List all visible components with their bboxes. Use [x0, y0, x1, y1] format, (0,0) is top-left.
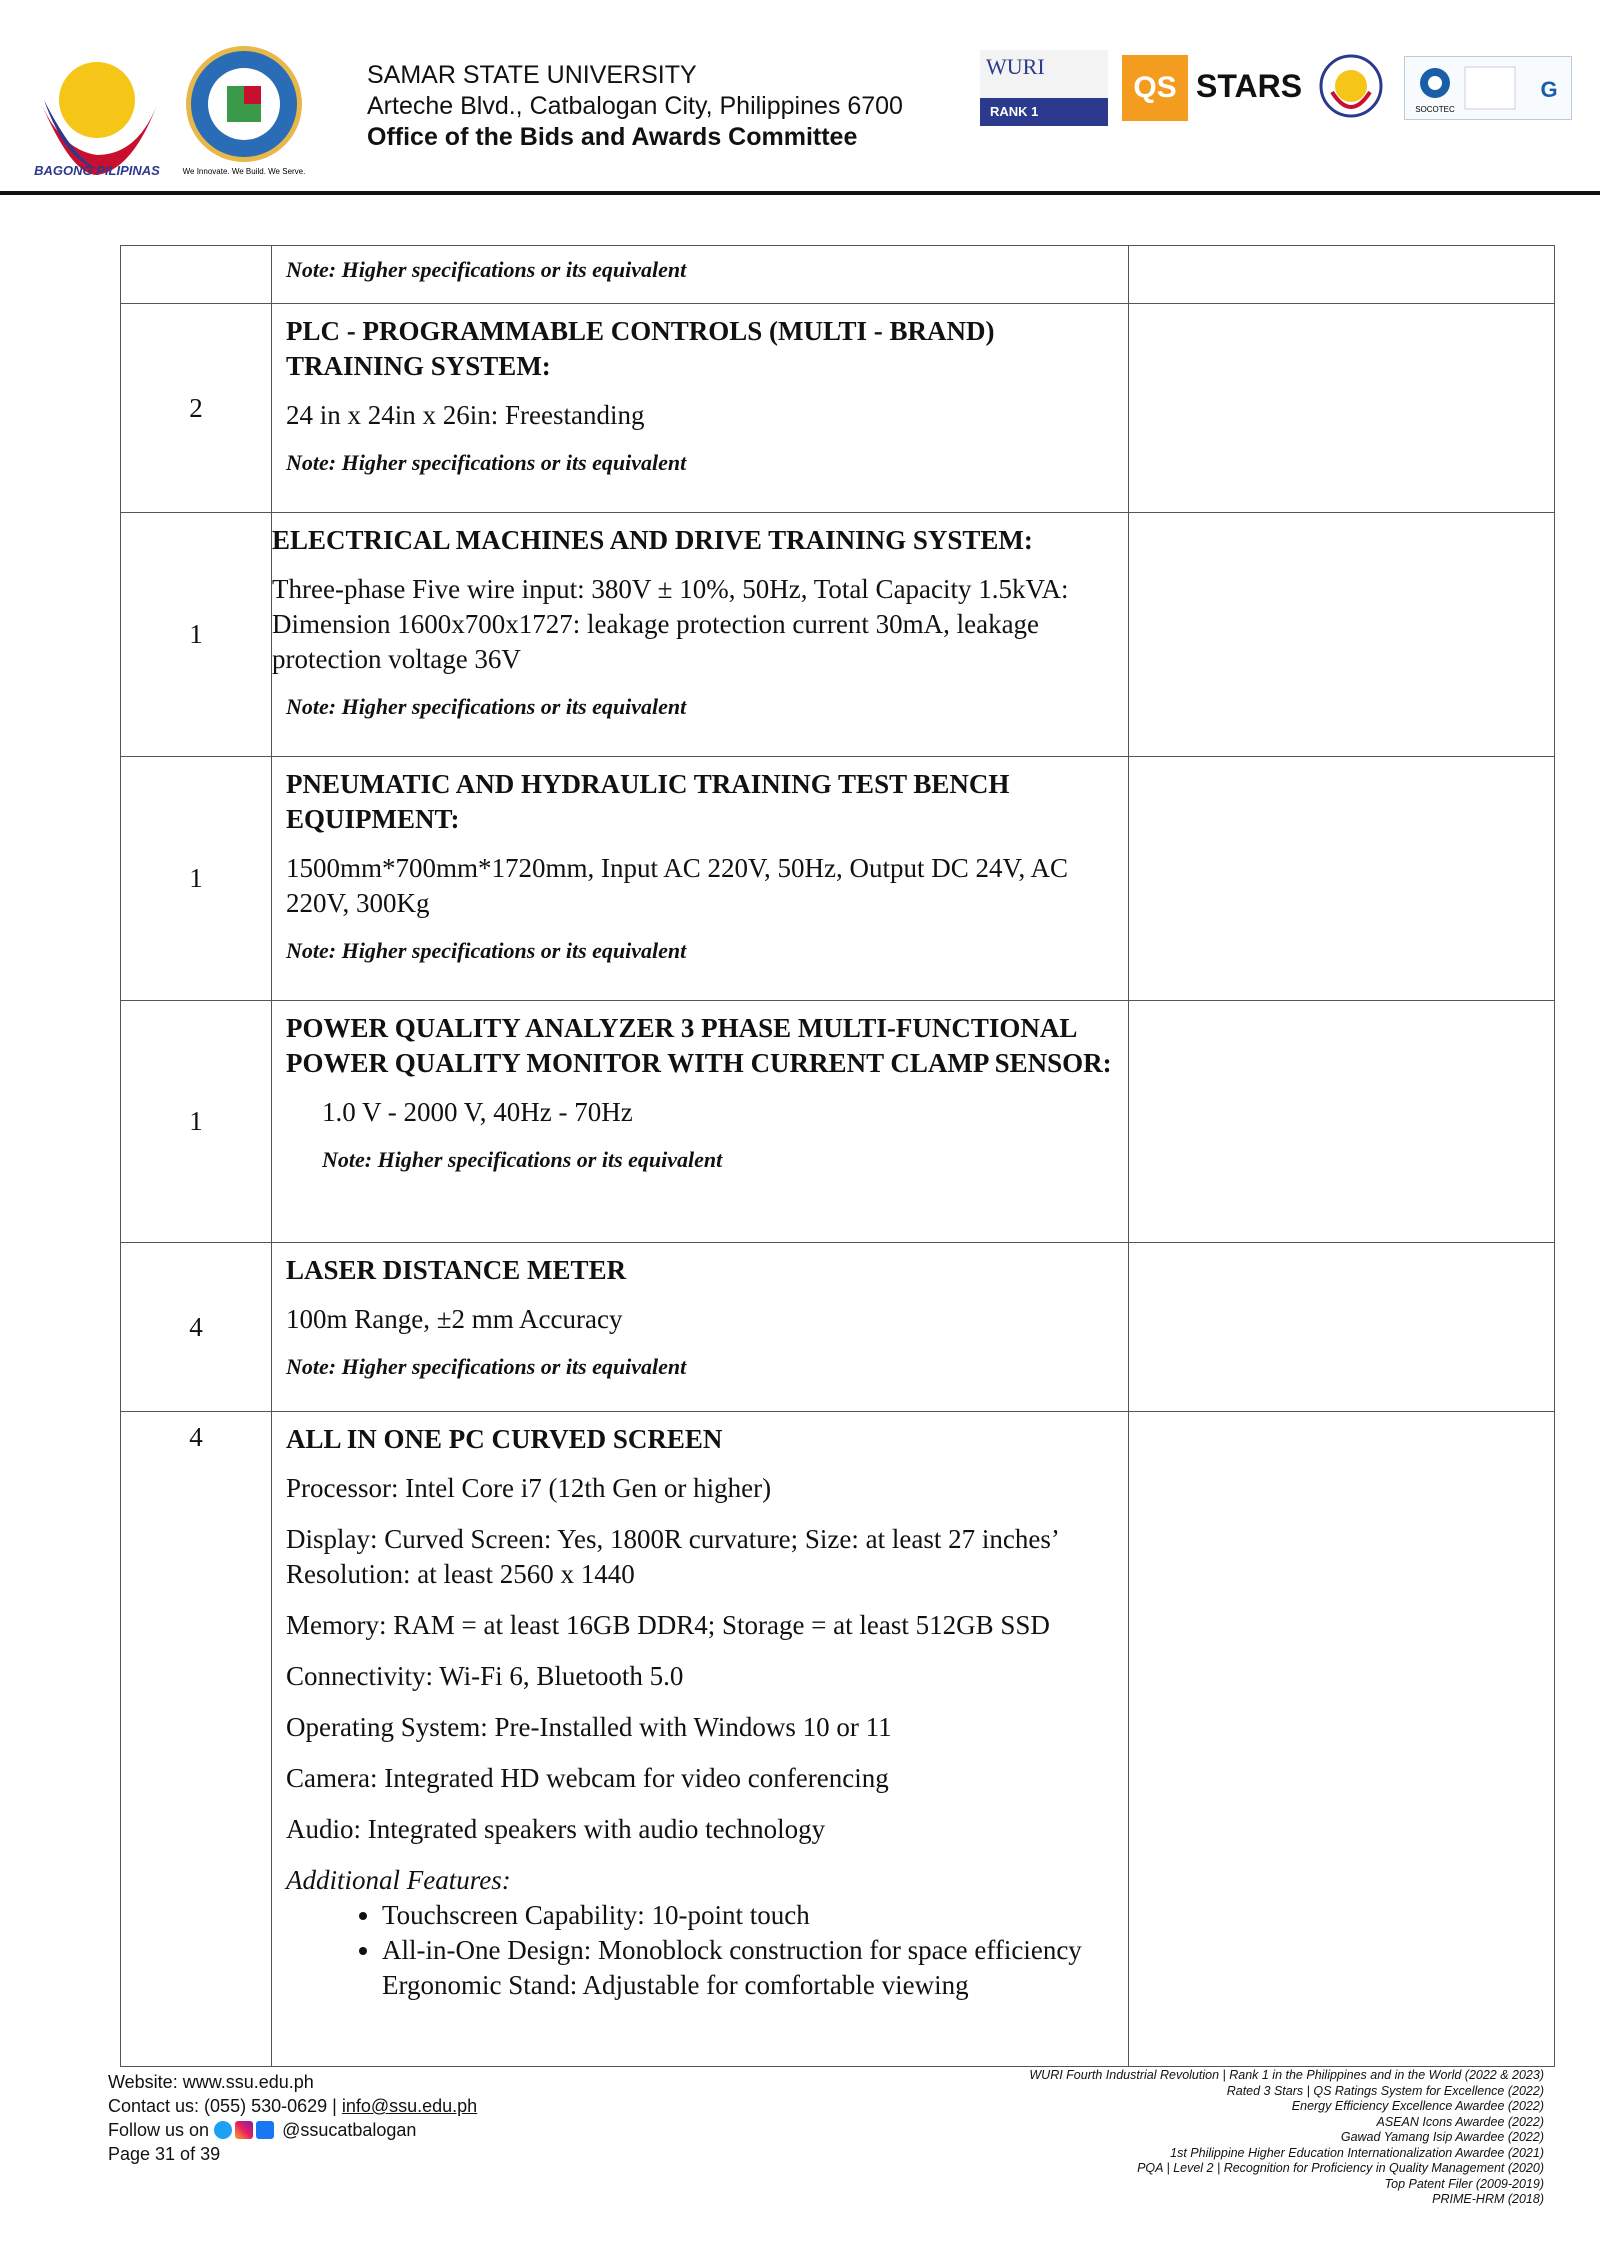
spec-line: 24 in x 24in x 26in: Freestanding [286, 400, 645, 430]
item-title: PNEUMATIC AND HYDRAULIC TRAINING TEST BENCH EQUIPMENT: [286, 769, 1010, 834]
award-line: Gawad Yamang Isip Awardee (2022) [1340, 2130, 1544, 2144]
wuri-text: WURI [986, 54, 1045, 79]
table-row [121, 757, 1555, 1001]
description [272, 246, 1128, 298]
offered-spec-cell [1129, 513, 1555, 757]
spec-note: Note: Higher specifications or its equivalent [322, 1147, 723, 1172]
spec-line: Connectivity: Wi-Fi 6, Bluetooth 5.0 [286, 1661, 684, 1691]
spec-line: 100m Range, ±2 mm Accuracy [286, 1304, 623, 1334]
description [272, 1243, 1128, 1395]
description [272, 1412, 1128, 2017]
award-line: Top Patent Filer (2009-2019) [1384, 2176, 1544, 2191]
description-cell [272, 246, 1129, 304]
description [272, 757, 1128, 979]
header-divider [0, 191, 1600, 195]
quantity-cell: 4 [121, 1412, 272, 2067]
contact-phone: Contact us: (055) 530-0629 | [108, 2096, 342, 2116]
qs-logo: QS [1122, 55, 1188, 121]
spec-note: Note: Higher specifications or its equivalent [286, 450, 687, 475]
description [272, 304, 1128, 491]
spec-line: Display: Curved Screen: Yes, 1800R curvature; Size: at least 27 inches’ Resolution: at least 2560 x 1440 [286, 1524, 1058, 1589]
instagram-icon[interactable] [235, 2121, 253, 2139]
ssu-seal-logo [182, 44, 312, 179]
offered-spec-cell [1129, 1412, 1555, 2067]
offered-spec-cell [1129, 1243, 1555, 1412]
table-row [121, 1001, 1555, 1243]
spec-note: Note: Higher specifications or its equivalent [286, 694, 687, 719]
additional-features-label: Additional Features: [286, 1865, 511, 1895]
award-line: PRIME-HRM (2018) [1432, 2192, 1544, 2206]
item-title: PLC - PROGRAMMABLE CONTROLS (MULTI - BRAND) TRAINING SYSTEM: [286, 316, 995, 381]
description-cell [272, 1001, 1129, 1243]
table-row [121, 1412, 1555, 2067]
description-cell [272, 757, 1129, 1001]
award-line: 1st Philippine Higher Education Internationalization Awardee (2021) [1170, 2145, 1544, 2160]
feature-item: • All-in-One Design: Monoblock construction for space efficiency Ergonomic Stand: Adjustable for comfortable viewing [382, 1933, 1118, 2003]
spec-line: 1500mm*700mm*1720mm, Input AC 220V, 50Hz, Output DC 24V, AC 220V, 300Kg [286, 853, 1069, 918]
spec-line: Audio: Integrated speakers with audio technology [286, 1814, 826, 1844]
svg-text:G: G [1540, 77, 1558, 102]
specifications-table [120, 245, 1555, 2067]
award-line: WURI Fourth Industrial Revolution | Rank 1 in the Philippines and in the World (2022 & 2023) [1029, 2068, 1544, 2082]
pqa-seal-logo [1318, 52, 1384, 120]
footer-contact [108, 2070, 477, 2166]
spec-note: Note: Higher specifications or its equivalent [286, 1354, 687, 1379]
description-cell [272, 513, 1129, 757]
office-name: Office of the Bids and Awards Committee [367, 123, 858, 151]
university-name: SAMAR STATE UNIVERSITY [367, 61, 697, 89]
email-link[interactable]: info@ssu.edu.ph [341, 2096, 478, 2116]
bagong-pilipinas-logo [22, 45, 172, 180]
twitter-icon[interactable] [214, 2121, 232, 2139]
footer-contact-line [108, 2094, 477, 2118]
university-address: Arteche Blvd., Catbalogan City, Philippines 6700 [367, 92, 903, 120]
footer-social [108, 2118, 477, 2142]
letterhead [0, 0, 1600, 195]
spec-line: Camera: Integrated HD webcam for video conferencing [286, 1763, 889, 1793]
social-handle: @ssucatbalogan [282, 2120, 417, 2140]
wuri-logo [980, 50, 1108, 126]
item-title: ALL IN ONE PC CURVED SCREEN [286, 1424, 723, 1454]
feature-item: • Touchscreen Capability: 10-point touch [382, 1898, 1118, 1933]
spec-note: Note: Higher specifications or its equivalent [286, 257, 687, 282]
table-row [121, 513, 1555, 757]
award-line: Energy Efficiency Excellence Awardee (2022) [1291, 2099, 1544, 2113]
wuri-rank: RANK 1 [980, 98, 1108, 126]
spec-note: Note: Higher specifications or its equivalent [286, 938, 687, 963]
footer-awards [1029, 2068, 1544, 2208]
description-cell [272, 1412, 1129, 2067]
feature-list [286, 1898, 1118, 2003]
description [272, 1001, 1128, 1188]
quantity-cell: 1 [121, 1001, 272, 1243]
svg-text:SOCOTEC: SOCOTEC [1415, 105, 1455, 114]
qs-stars-text: STARS [1196, 68, 1303, 104]
offered-spec-cell [1129, 1001, 1555, 1243]
offered-spec-cell [1129, 246, 1555, 304]
spec-line: Operating System: Pre-Installed with Windows 10 or 11 [286, 1712, 892, 1742]
footer-website: Website: www.ssu.edu.ph [108, 2072, 314, 2092]
facebook-icon[interactable] [256, 2121, 274, 2139]
table-row [121, 1243, 1555, 1412]
spec-line: Memory: RAM = at least 16GB DDR4; Storage = at least 512GB SSD [286, 1610, 1050, 1640]
quantity-cell: 1 [121, 513, 272, 757]
socotec-iso-logo [1404, 56, 1572, 120]
award-line: ASEAN Icons Awardee (2022) [1376, 2114, 1544, 2129]
description-cell [272, 304, 1129, 513]
item-title: POWER QUALITY ANALYZER 3 PHASE MULTI-FUNCTIONAL POWER QUALITY MONITOR WITH CURRENT CLAMP SENSOR: [286, 1013, 1112, 1078]
university-heading [367, 60, 903, 153]
quantity-cell: 2 [121, 304, 272, 513]
table-row [121, 246, 1555, 304]
follow-label: Follow us on [108, 2120, 215, 2140]
svg-text:BAGONG PILIPINAS: BAGONG PILIPINAS [34, 163, 160, 178]
spec-line: Three-phase Five wire input: 380V ± 10%, 50Hz, Total Capacity 1.5kVA: Dimension 1600x700x1727: leakage protection current 30mA, leakage protection voltage 36V [272, 574, 1069, 674]
item-title: ELECTRICAL MACHINES AND DRIVE TRAINING SYSTEM: [272, 525, 1033, 555]
award-line: Rated 3 Stars | QS Ratings System for Excellence (2022) [1226, 2083, 1544, 2098]
quantity-cell: 4 [121, 1243, 272, 1412]
quantity-cell: 1 [121, 757, 272, 1001]
quantity-cell [121, 246, 272, 304]
page-number: Page 31 of 39 [108, 2144, 221, 2164]
svg-text:We Innovate. We Build. We Serv: We Innovate. We Build. We Serve. [182, 167, 306, 176]
offered-spec-cell [1129, 757, 1555, 1001]
offered-spec-cell [1129, 304, 1555, 513]
description [272, 513, 1128, 735]
description-cell [272, 1243, 1129, 1412]
spec-line: Processor: Intel Core i7 (12th Gen or higher) [286, 1473, 772, 1503]
item-title: LASER DISTANCE METER [286, 1255, 627, 1285]
spec-line: 1.0 V - 2000 V, 40Hz - 70Hz [322, 1097, 633, 1127]
table-row [121, 304, 1555, 513]
award-line: PQA | Level 2 | Recognition for Proficiency in Quality Management (2020) [1137, 2161, 1544, 2175]
